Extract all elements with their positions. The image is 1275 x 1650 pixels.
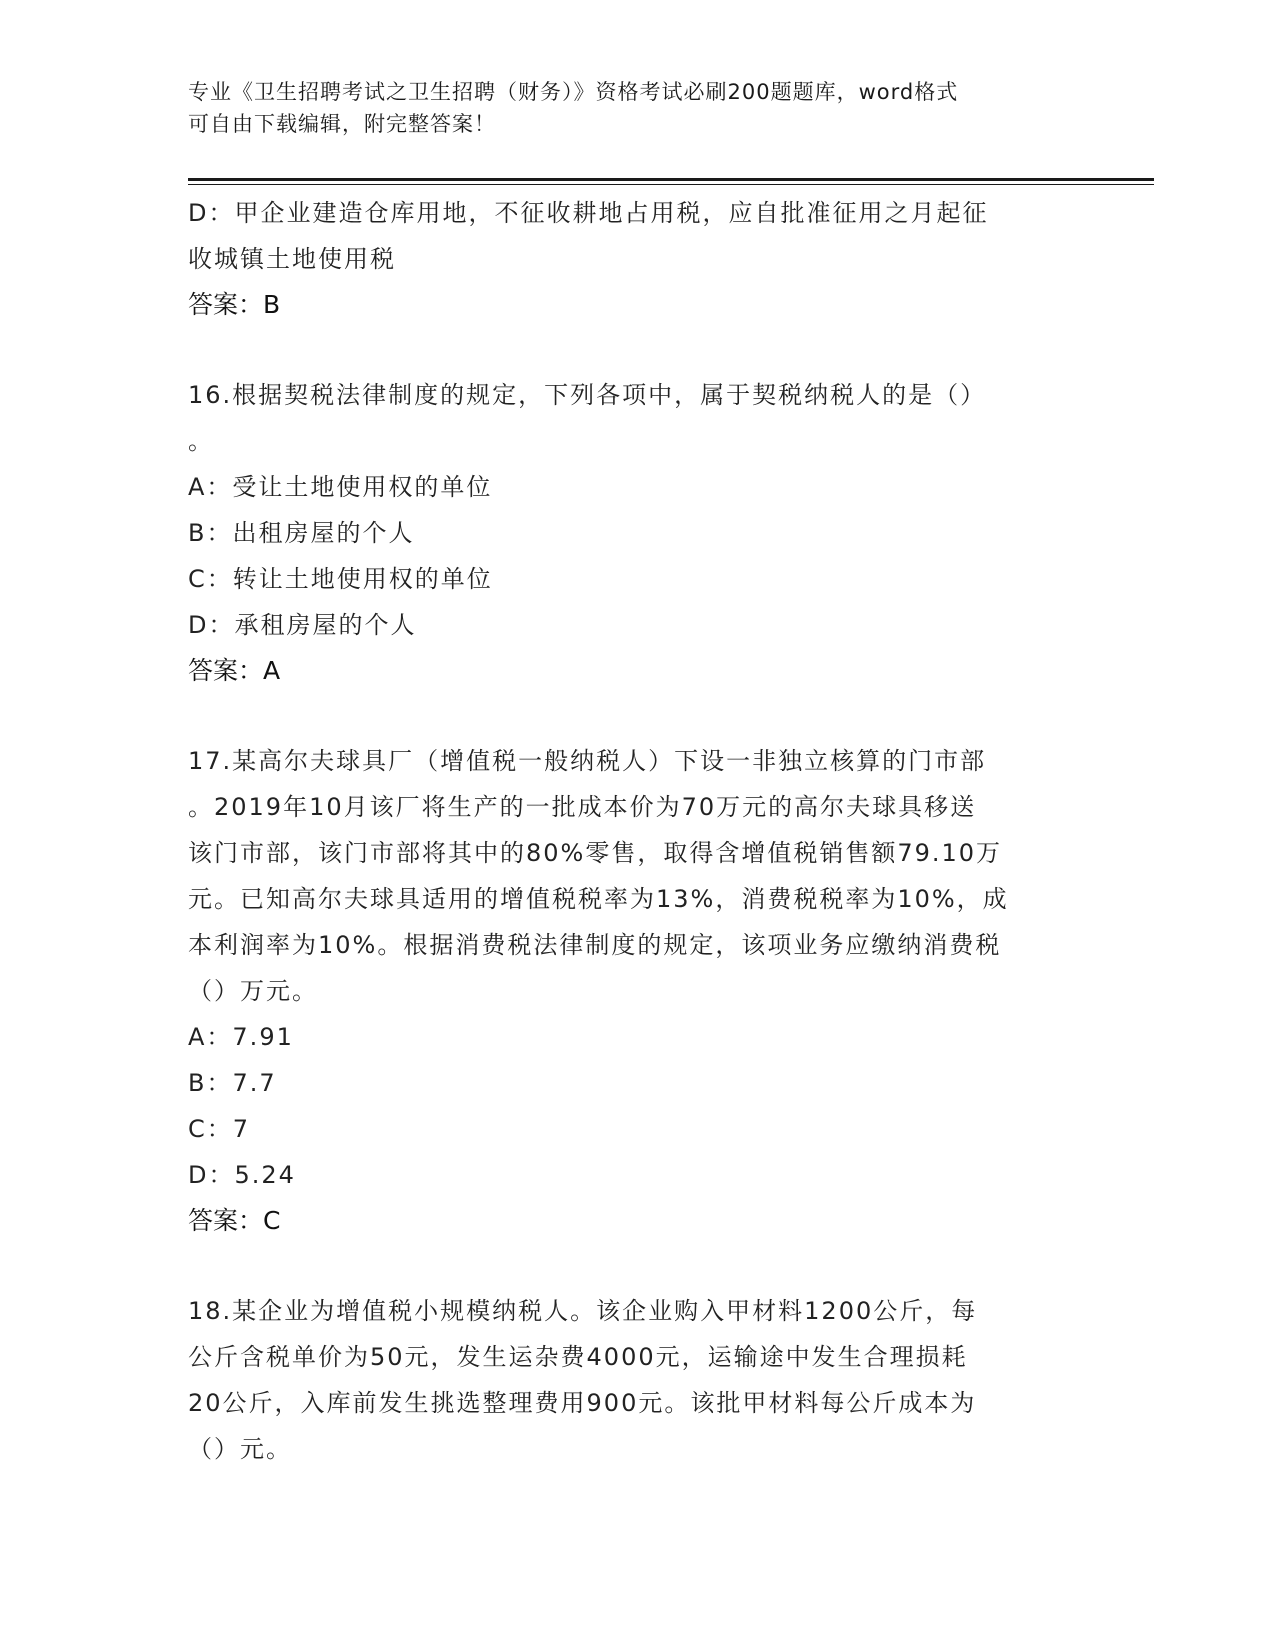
option-c: C：转让土地使用权的单位 [188, 565, 493, 593]
answer-label: 答案：C [188, 1206, 281, 1235]
option-b: B：7.7 [188, 1069, 277, 1097]
answer-label: 答案：B [188, 290, 281, 319]
question-stem-line-2: 。2019年10月该厂将生产的一批成本价为70万元的高尔夫球具移送 [188, 793, 977, 821]
question-stem-line-1: 18.某企业为增值税小规模纳税人。该企业购入甲材料1200公斤，每 [188, 1297, 978, 1325]
question-stem-line-5: 本利润率为10%。根据消费税法律制度的规定，该项业务应缴纳消费税 [188, 931, 1002, 959]
document-body [188, 190, 1088, 1472]
question-stem-line-1: 16.根据契税法律制度的规定，下列各项中，属于契税纳税人的是（） [188, 381, 987, 409]
question-16 [188, 372, 1088, 694]
option-c: C：7 [188, 1115, 251, 1143]
question-18 [188, 1288, 1088, 1472]
header-divider-thin [188, 184, 1154, 185]
answer-label: 答案：A [188, 656, 281, 685]
spacer [188, 328, 1088, 372]
header-title-line-2: 可自由下载编辑，附完整答案！ [188, 112, 496, 136]
option-b: B：出租房屋的个人 [188, 519, 415, 547]
question-stem-line-6: （）万元。 [188, 977, 318, 1005]
question-stem-line-2: 公斤含税单价为50元，发生运杂费4000元，运输途中发生合理损耗 [188, 1343, 968, 1371]
header-divider-thick [188, 178, 1154, 181]
question-15-tail [188, 190, 1088, 328]
header-title-line-1: 专业《卫生招聘考试之卫生招聘（财务）》资格考试必刷200题题库，word格式 [188, 80, 959, 104]
question-17 [188, 738, 1088, 1244]
question-stem-line-2: 。 [188, 427, 214, 455]
option-d: D：承租房屋的个人 [188, 611, 417, 639]
spacer [188, 694, 1088, 738]
spacer [188, 1244, 1088, 1288]
option-d: D：5.24 [188, 1161, 296, 1189]
question-stem-line-3: 该门市部，该门市部将其中的80%零售，取得含增值税销售额79.10万 [188, 839, 1003, 867]
document-header [188, 76, 1088, 140]
option-d-line-1: D：甲企业建造仓库用地，不征收耕地占用税，应自批准征用之月起征 [188, 199, 989, 227]
option-d-line-2: 收城镇土地使用税 [188, 245, 396, 273]
question-stem-line-4: 元。已知高尔夫球具适用的增值税税率为13%，消费税税率为10%，成 [188, 885, 1009, 913]
question-stem-line-1: 17.某高尔夫球具厂（增值税一般纳税人）下设一非独立核算的门市部 [188, 747, 987, 775]
option-a: A：7.91 [188, 1023, 294, 1051]
question-stem-line-4: （）元。 [188, 1435, 292, 1463]
option-a: A：受让土地使用权的单位 [188, 473, 493, 501]
question-stem-line-3: 20公斤，入库前发生挑选整理费用900元。该批甲材料每公斤成本为 [188, 1389, 977, 1417]
